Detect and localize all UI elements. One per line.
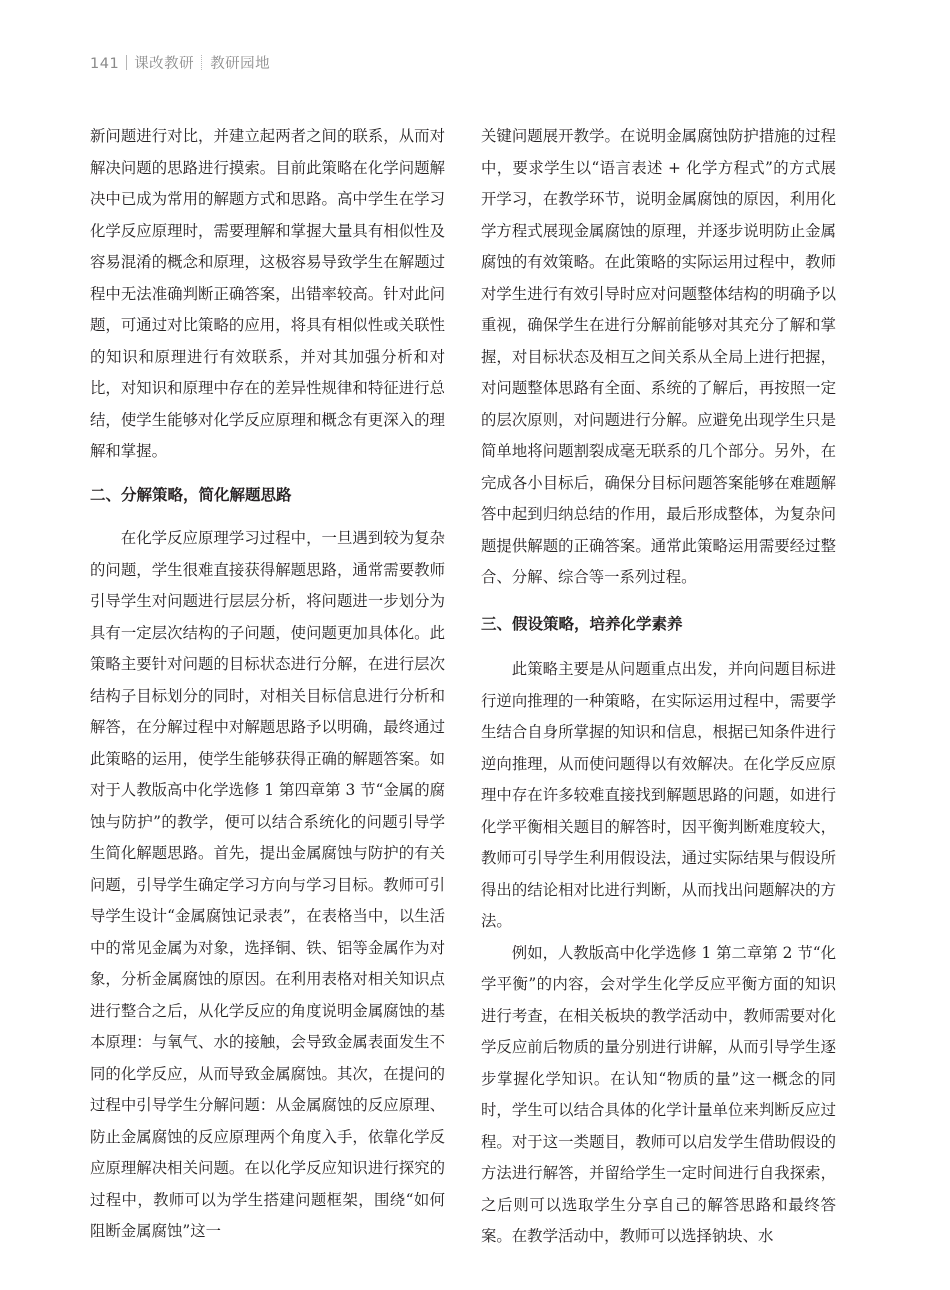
header-dotted-divider — [201, 55, 203, 70]
running-header — [90, 52, 270, 73]
left-column — [90, 121, 445, 1248]
section-heading-decomposition: 二、分解策略，简化解题思路 — [90, 485, 292, 504]
left-paragraph-1: 新问题进行对比，并建立起两者之间的联系，从而对解决问题的思路进行摸索。目前此策略在化学问题解决中已成为常用的解题方式和思路。高中学生在学习化学反应原理时，需要理解和掌握大量具有相似性及容易混淆的概念和原理，这极容易导致学生在解题过程中无法准确判断正确答案，出错率较高。针对此问题，可通过对比策略的应用，将具有相似性或关联性的知识和原理进行有效联系，并对其加强分析和对比，对知识和原理中存在的差异性规律和特征进行总结，使学生能够对化学反应原理和概念有更深入的理解和掌握。 — [90, 127, 445, 460]
header-section: 课改教研 — [134, 56, 195, 72]
header-subsection: 教研园地 — [210, 56, 271, 72]
right-column — [481, 121, 836, 1253]
left-paragraph-2: 在化学反应原理学习过程中，一旦遇到较为复杂的问题，学生很难直接获得解题思路，通常需要教师引导学生对问题进行层层分析，将问题进一步划分为具有一定层次结构的子问题，使问题更加具体化。此策略主要针对问题的目标状态进行分解，在进行层次结构子目标划分的同时，对相关目标信息进行分析和解答，在分解过程中对解题思路予以明确，最终通过此策略的运用，使学生能够获得正确的解题答案。如对于人教版高中化学选修 1 第四章第 3 节“金属的腐蚀与防护”的教学，便可以结合系统化的问题引导学生简化解题思路。首先，提出金属腐蚀与防护的有关问题，引导学生确定学习方向与学习目标。教师可引导学生设计“金属腐蚀记录表”，在表格当中，以生活中的常见金属为对象，选择铜、铁、铝等金属作为对象，分析金属腐蚀的原因。在利用表格对相关知识点进行整合之后，从化学反应的角度说明金属腐蚀的基本原理：与氧气、水的接触，会导致金属表面发生不同的化学反应，从而导致金属腐蚀。其次，在提问的过程中引导学生分解问题：从金属腐蚀的反应原理、防止金属腐蚀的反应原理两个角度入手，依靠化学反应原理解决相关问题。在以化学反应知识进行探究的过程中，教师可以为学生搭建问题框架，围绕“如何阻断金属腐蚀”这一 — [90, 529, 445, 1240]
header-divider — [126, 55, 127, 70]
page-number: 141 — [90, 56, 120, 72]
right-paragraph-2: 此策略主要是从问题重点出发，并向问题目标进行逆向推理的一种策略，在实际运用过程中，需要学生结合自身所掌握的知识和信息，根据已知条件进行逆向推理，从而使问题得以有效解决。在化学反应原理中存在许多较难直接找到解题思路的问题，如进行化学平衡相关题目的解答时，因平衡判断难度较大，教师可引导学生利用假设法，通过实际结果与假设所得出的结论相对比进行判断，从而找出问题解决的方法。 — [481, 660, 836, 930]
section-heading-hypothesis: 三、假设策略，培养化学素养 — [481, 614, 683, 633]
right-paragraph-1: 关键问题展开教学。在说明金属腐蚀防护措施的过程中，要求学生以“语言表述 + 化学方程式”的方式展开学习，在教学环节，说明金属腐蚀的原因，利用化学方程式展现金属腐蚀的原理，并逐步说明防止金属腐蚀的有效策略。在此策略的实际运用过程中，教师对学生进行有效引导时应对问题整体结构的明确予以重视，确保学生在进行分解前能够对其充分了解和掌握，对目标状态及相互之间关系从全局上进行把握，对问题整体思路有全面、系统的了解后，再按照一定的层次原则，对问题进行分解。应避免出现学生只是简单地将问题割裂成毫无联系的几个部分。另外，在完成各小目标后，确保分目标问题答案能够在难题解答中起到归纳总结的作用，最后形成整体，为复杂问题提供解题的正确答案。通常此策略运用需要经过整合、分解、综合等一系列过程。 — [481, 127, 836, 586]
right-paragraph-3: 例如，人教版高中化学选修 1 第二章第 2 节“化学平衡”的内容，会对学生化学反应平衡方面的知识进行考查，在相关板块的教学活动中，教师需要对化学反应前后物质的量分别进行讲解，从而引导学生逐步掌握化学知识。在认知“物质的量”这一概念的同时，学生可以结合具体的化学计量单位来判断反应过程。对于这一类题目，教师可以启发学生借助假设的方法进行解答，并留给学生一定时间进行自我探索，之后则可以选取学生分享自己的解答思路和最终答案。在教学活动中，教师可以选择钠块、水 — [481, 943, 836, 1245]
